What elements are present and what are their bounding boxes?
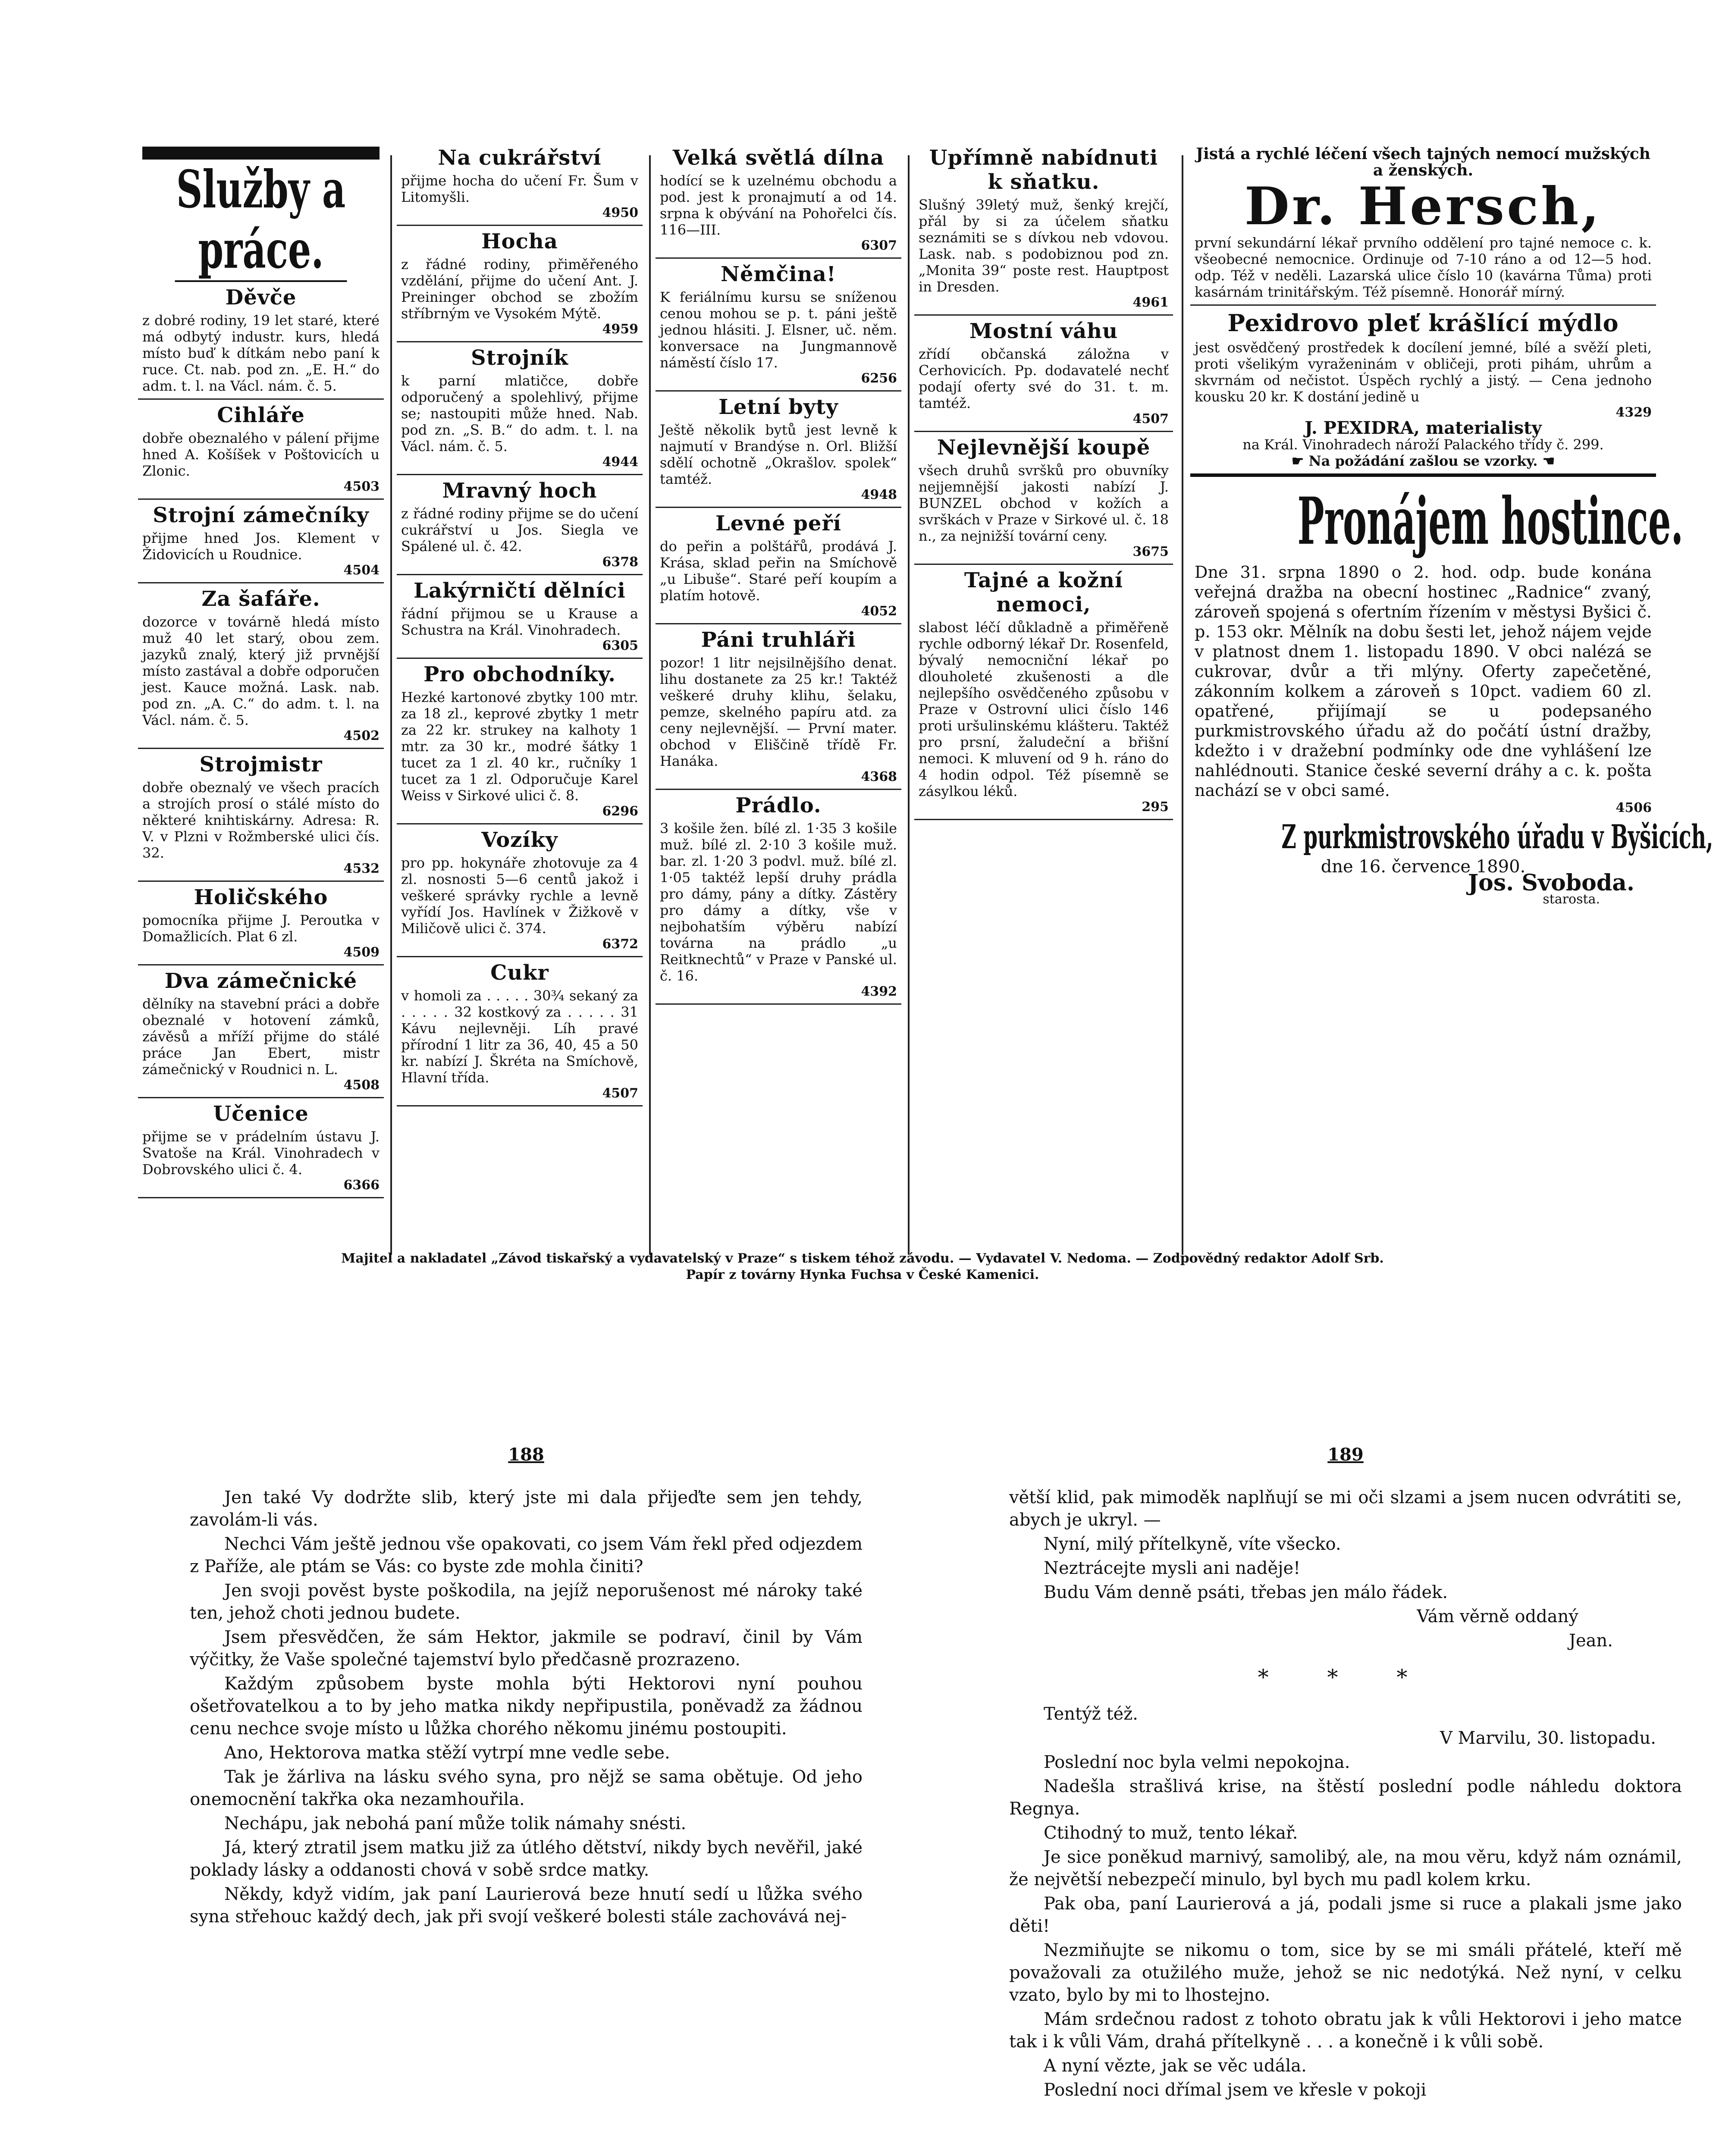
ad-title: Mostní váhu: [969, 319, 1118, 343]
ad-title: Strojník: [471, 346, 568, 370]
paragraph: Nechci Vám ještě jednou vše opakovati, co jsem Vám řekl před odjezdem z Paříže, ale ptám se Vás: co byste zde mohla činiti?: [190, 1534, 863, 1576]
soap-address: na Král. Vinohradech nároží Palackého třídy č. 299.: [1242, 436, 1604, 453]
ad-text: z řádné rodiny přijme se do učení cukrářství u Jos. Siegla ve Spálené ul. č. 42.: [401, 505, 638, 555]
paragraph: Ano, Hektorova matka stěží vytrpí mne vedle sebe.: [224, 1743, 670, 1763]
page-text: [1009, 1751, 1682, 2101]
ad-number: 4959: [602, 322, 638, 337]
classified-ad: [397, 475, 643, 575]
page-number: 188: [508, 1445, 544, 1465]
ad-column-1: [138, 142, 384, 1255]
ad-text: do peřin a polštářů, prodává J. Krása, sklad peřin na Smíchově „u Libuše“. Staré peří koupím a platím hotově.: [660, 538, 897, 604]
ad-number: 4532: [343, 861, 380, 876]
ad-title: Za šafáře.: [201, 587, 320, 611]
ad-text: pomocníka přijme J. Peroutka v Domažlicích. Plat 6 zl.: [142, 912, 380, 945]
ad-title: Velká světlá dílna: [672, 146, 885, 170]
ad-text: K feriálnímu kursu se sníženou cenou mohou se p. t. páni ještě jednou hlásiti. J. Elsner, uč. něm. konversace na Jungmannově náměstí číslo 17.: [660, 289, 897, 371]
paragraph: Pak oba, paní Laurierová a já, podali jsme si ruce a plakali jsme jako děti!: [1009, 1894, 1682, 1936]
paragraph: Jen svoji pověst byste poškodila, na jejíž neporušenost mé nároky také ten, jehož choti jednou budete.: [190, 1581, 863, 1623]
column-divider: [649, 155, 651, 1255]
paragraph: Nadešla strašlivá krise, na štěstí poslední podle náhledu doktora Regnya.: [1009, 1777, 1682, 1819]
ad-text: dělníky na stavební práci a dobře obeznalé v hotovení zámků, závěsů a mříží přijme do stálé práce Jan Ebert, mistr zámečnický v Roudnici n. L.: [142, 996, 380, 1078]
ad-title: Upřímně nabídnuti k sňatku.: [929, 146, 1158, 194]
ad-text: z řádné rodiny, přiměřeného vzdělání, přijme do učení Ant. J. Preininger obchod se zbožím stříbrným ve Vysokém Mýtě.: [401, 256, 638, 322]
soap-seller: J. PEXIDRA, materialisty: [1305, 418, 1542, 438]
ad-text: Hezké kartonové zbytky 100 mtr. za 18 zl., keprové zbytky 1 metr za 22 kr. strukey na kalhoty 1 mtr. za 30 kr., modré šátky 1 tucet za 1 zl. 40 kr., ručníky 1 tucet za 1 zl. Odporučuje Karel Weiss v Sirkové ulici č. 8.: [401, 689, 638, 804]
rent-title: Pronájem hostince.: [1297, 483, 1684, 559]
ad-title: Strojmistr: [199, 752, 323, 777]
ad-number: 4329: [1615, 405, 1652, 420]
column-divider: [908, 155, 910, 1255]
classified-ad: [138, 500, 384, 583]
section-title: Služby a práce.: [175, 160, 347, 282]
ad-title: Tajné a kožní nemoci,: [964, 568, 1123, 617]
ad-text: pozor! 1 litr nejsilnějšího denat. lihu dostanete za 25 kr.! Taktéž veškeré druhy klihu, šelaku, pemze, skelného papíru atd. za ceny nejlevnější. — První mater. obchod v Eliščině třídě Fr. Hanáka.: [660, 655, 897, 769]
paragraph: Poslední noci dřímal jsem ve křesle v pokoji: [1044, 2080, 1427, 2100]
classified-ad: [914, 316, 1173, 432]
ad-title: Němčina!: [721, 262, 836, 286]
ad-column-5: [1190, 142, 1713, 1255]
ad-title: Mravný hoch: [442, 479, 597, 503]
paragraph: Někdy, když vidím, jak paní Laurierová beze hnutí sedí u lůžka svého syna střehouc každý dech, jak při svojí veškeré bolesti stále zachovává nej-: [190, 1884, 863, 1927]
classified-ad: [138, 282, 384, 400]
paragraph: A nyní vězte, jak se věc udála.: [1044, 2056, 1307, 2076]
inn-rental-ad: [1190, 477, 1713, 912]
newspaper-ad-section: [138, 142, 1713, 1281]
classified-ad: [138, 1098, 384, 1198]
ad-text: v homoli za . . . . . 30¾ sekaný za . . . . . 32 kostkový za . . . . . 31 Kávu nejlevněji. Líh pravé přírodní 1 litr za 36, 40, 45 a 50 kr. nabízí J. Škréta na Smíchově, Hlavní třída.: [401, 987, 638, 1086]
hersch-name: Dr. Hersch,: [1244, 176, 1602, 237]
classified-ad: [397, 226, 643, 342]
classified-ad: [397, 957, 643, 1106]
ad-number: 295: [1142, 799, 1169, 815]
ad-title: Hocha: [481, 229, 558, 254]
ad-text: zřídí občanská záložna v Cerhovicích. Pp. dodavatelé nechť podají oferty své do 31. t. m. tamtéž.: [919, 346, 1169, 411]
ad-text: přijme se v prádelním ústavu J. Svatoše na Král. Vinohradech v Dobrovského ulici č. 4.: [142, 1128, 380, 1178]
ad-text: Slušný 39letý muž, šenký krejčí, přál by si za účelem sňatku seznámiti se s dívkou neb vdovou. Lask. nab. s podobiznou pod zn. „Monita 39“ poste rest. Hauptpost in Dresden.: [919, 197, 1169, 295]
ad-text: dozorce v továrně hledá místo muž 40 let starý, obou zem. jazyků znalý, který již prvnější místo zastával a dobře odporučen jest. Kauce možná. Lask. nab. pod zn. „A. C.“ do adm. t. l. na Václ. nám. č. 5.: [142, 614, 380, 728]
classified-ad: [914, 565, 1173, 820]
hersch-text: první sekundární lékař prvního oddělení pro tajné nemoce c. k. všeobecné nemocnice. Ordinuje od 7-10 ráno a od 12—5 hod. odp. Též v neděli. Lazarská ulice číslo 10 (kavárna Tůma) proti kasárnám trinitářským. Též písemně. Honorář mírný.: [1195, 235, 1652, 300]
dr-hersch-ad: [1190, 142, 1656, 306]
classified-ad: [138, 882, 384, 965]
newspaper-imprint: [173, 1250, 1553, 1283]
classified-ad: [397, 342, 643, 475]
ad-title: Na cukrářství: [438, 146, 602, 170]
signature-role: starosta.: [1543, 892, 1600, 907]
ad-number: 6256: [861, 371, 897, 386]
classified-ad: [656, 392, 901, 508]
letter-lines: [1009, 1533, 1682, 1604]
paragraph: Mám srdečnou radost z tohoto obratu jak k vůli Hektorovi i jeho matce tak i k vůli Vám, drahá přítelkyně . . . a konečně i k vůli sobě.: [1009, 2009, 1682, 2052]
ad-text: Ještě několik bytů jest levně k najmutí v Brandýse n. Orl. Bližší sdělí ochotně „Okrašlov. spolek“ tamtéž.: [660, 422, 897, 487]
paragraph: Je sice poněkud marnivý, samolibý, ale, na mou věru, když nám oznámil, že největší nebezpečí minulo, byl bych mu padl kolem krku.: [1009, 1847, 1682, 1890]
letter-closing: Vám věrně oddaný: [1417, 1607, 1578, 1626]
classified-ad: [138, 749, 384, 882]
soap-title: Pexidrovo pleť krášlící mýdlo: [1227, 309, 1619, 337]
ad-title: Holičského: [194, 885, 328, 909]
ad-column-2: [397, 142, 643, 1255]
ad-number: 4502: [343, 728, 380, 743]
column-header-bar: [142, 147, 380, 160]
ad-text: řádní přijmou se u Krause a Schustra na Král. Vinohradech.: [401, 605, 638, 638]
paragraph: Neztrácejte mysli ani naděje!: [1044, 1558, 1301, 1578]
classified-ad: [138, 965, 384, 1098]
ad-list: [914, 142, 1173, 820]
classified-ad: [138, 400, 384, 500]
ad-column-4: [914, 142, 1173, 1255]
imprint-line-2: Papír z továrny Hynka Fuchsa v České Kamenici.: [686, 1267, 1039, 1282]
ad-title: Vozíky: [481, 828, 558, 852]
office-date: dne 16. července 1890.: [1321, 857, 1526, 877]
ad-number: 4507: [602, 1086, 638, 1101]
ad-list: [656, 142, 901, 1005]
paragraph: Já, který ztratil jsem matku již za útlého dětství, nikdy bych nevěřil, jaké poklady lásky a oddanosti chová v sobě srdce matky.: [190, 1838, 863, 1880]
letter-heading: Tentýž též.: [1044, 1704, 1139, 1724]
ad-number: 4504: [343, 563, 380, 578]
ad-number: 4950: [602, 205, 638, 220]
section-separator: * * *: [1258, 1665, 1434, 1690]
ad-number: 4508: [343, 1078, 380, 1093]
book-page-left: [190, 1445, 863, 1930]
ad-number: 3675: [1132, 544, 1169, 559]
ad-number: 4392: [861, 984, 897, 999]
ad-text: z dobré rodiny, 19 let staré, které má odbytý industr. kurs, hledá místo buď k dítkám nebo paní k ruce. Ct. nab. pod zn. „E. H.“ do adm. t. l. na Václ. nám. č. 5.: [142, 312, 380, 394]
ad-text: k parní mlatičce, dobře odporučený a spolehlivý, přijme se; nastoupiti může hned. Nab. pod zn. „S. B.“ do adm. t. l. na Václ. nám. č. 5.: [401, 373, 638, 454]
ad-text: slabost léčí důkladně a přiměřeně rychle odborný lékař Dr. Rosenfeld, bývalý nemocniční lékař po dlouholeté zkušenosti a dle nejlepšího osvědčeného způsobu v Praze v Ostrovní ulici číslo 146 proti uršulinskému klášteru. Taktéž pro prsní, žaludeční a břišní nemoci. K mluvení od 9 h. ráno do 4 hodin odpol. Též písemně se zásylkou léků.: [919, 619, 1169, 799]
ad-column-3: [656, 142, 901, 1255]
ad-title: Páni truhláři: [701, 628, 856, 652]
ad-number: 6372: [602, 937, 638, 952]
ad-title: Lakýrničtí dělníci: [414, 579, 626, 603]
pointing-hand-icon: ☛: [1291, 453, 1309, 469]
column-divider: [1182, 155, 1183, 1255]
paragraph: Jen také Vy dodržte slib, který jste mi dala přijeďte sem jen tehdy, zavolám-li vás.: [190, 1488, 863, 1530]
classified-ad: [138, 583, 384, 749]
ad-number: 4948: [861, 487, 897, 502]
ad-title: Cukr: [490, 961, 549, 985]
ad-number: 4509: [343, 945, 380, 960]
ad-text: dobře obeznalého v pálení přijme hned A. Košíšek v Poštovicích u Zlonic.: [142, 430, 380, 479]
page-text: [190, 1486, 863, 1928]
pexidra-soap-ad: [1190, 306, 1656, 477]
ad-number: 4507: [1132, 411, 1169, 426]
ad-title: Cihláře: [217, 403, 305, 427]
letter-signature: Jean.: [1568, 1631, 1613, 1651]
classified-ad: [656, 624, 901, 790]
classified-ad: [656, 790, 901, 1005]
ad-number: 4368: [861, 769, 897, 784]
paragraph: Každým způsobem byste mohla býti Hektorovi nyní pouhou ošetřovatelkou a to by jeho matka nikdy nepřipustila, poněvadž za žádnou cenu nechce svoje místo u lůžka chorého někomu jinému postoupiti.: [190, 1674, 863, 1739]
classified-ad: [656, 259, 901, 392]
ad-number: 6307: [861, 238, 897, 253]
paragraph: Nechápu, jak nebohá paní může tolik námahy snésti.: [224, 1814, 687, 1833]
ad-title: Nejlevnější koupě: [937, 436, 1151, 460]
ad-text: všech druhů svršků pro obuvníky nejjemnější jakosti nabízí J. BUNZEL obchod v kožích a svrškách v Praze v Sirkové ul. č. 18 n., za nejnižší tovární ceny.: [919, 462, 1169, 544]
ad-text: 3 košile žen. bílé zl. 1·35 3 košile muž. bílé zl. 2·10 3 košile muž. bar. zl. 1·20 3 podvl. muž. bílé zl. 1·05 taktéž lepší druhy prádla pro dámy, pány a dítky. Zástěry pro dámy a dítky, vše v nejbohatším výběru nabízí továrna na prádlo „u Reitknechtů“ v Praze v Panské ul. č. 16.: [660, 820, 897, 984]
ad-number: 4506: [1615, 800, 1652, 815]
ad-title: Levné peří: [715, 511, 841, 536]
ad-text: pro pp. hokynáře zhotovuje za 4 zl. nosnosti 5—6 centů jakož i veškeré správky rychle a levně vyřídí Jos. Havlínek v Žižkově v Miličově ulici č. 374.: [401, 855, 638, 937]
ad-text: přijme hocha do učení Fr. Šum v Litomyšli.: [401, 172, 638, 205]
classified-ad: [397, 824, 643, 957]
classified-ad: [397, 659, 643, 824]
ad-number: 6305: [602, 638, 638, 653]
ad-number: 6296: [602, 804, 638, 819]
ad-number: 6378: [602, 555, 638, 570]
ad-title: Učenice: [213, 1102, 309, 1126]
book-page-right: [1009, 1445, 1682, 2103]
ad-title: Letní byty: [718, 395, 838, 419]
paragraph: větší klid, pak mimoděk naplňují se mi oči slzami a jsem nucen odvrátiti se, abych je ukryl. —: [1009, 1488, 1682, 1530]
ad-title: Pro obchodníky.: [423, 662, 616, 686]
classified-ad: [397, 142, 643, 226]
ad-title: Prádlo.: [735, 793, 822, 818]
ad-text: přijme hned Jos. Klement v Židovicích u Roudnice.: [142, 530, 380, 563]
rent-text: Dne 31. srpna 1890 o 2. hod. odp. bude konána veřejná dražba na obecní hostinec „Radnice“ zvaný, zároveň spojená s ofertním řízením v městysi Byšici č. p. 153 okr. Mělník na dobu šesti let, jehož nájem vejde v platnost dnem 1. listopadu 1890. V obci nalézá se cukrovar, dvůr a tři mlýny. Oferty zapečetěné, zákonním kolkem a zároveň s 10pct. vadiem 60 zl. opatřené, přijímají se u podepsaného purkmistrovského úřadu až do počátí ústní dražby, kdežto i v dražební podmínky ode dne vyhlášení lze nahlédnouti. Stanice české severní dráhy a c. k. pošta nachází se v obci samé.: [1195, 563, 1652, 800]
soap-text: jest osvědčený prostředek k docílení jemné, bílé a svěží pleti, proti všelikým vyraženinám v obličeji, proti pihám, uhrům a skvrnám od nečistot. Úspěch rychlý a jistý. — Cena jednoho kousku 20 kr. K dostání jedině u: [1195, 339, 1652, 405]
pointing-hand-icon: ☚: [1537, 453, 1555, 469]
ad-number: 4503: [343, 479, 380, 494]
page-number: 189: [1327, 1445, 1364, 1465]
paragraph: Nyní, milý přítelkyně, víte všecko.: [1044, 1534, 1341, 1554]
ad-text: dobře obeznalý ve všech pracích a strojích prosí o stálé místo do některé knihtiskárny. Adresa: R. V. v Plzni v Rožmberské ulici čís. 32.: [142, 779, 380, 861]
paragraph: Budu Vám denně psáti, třebas jen málo řádek.: [1044, 1583, 1448, 1602]
ad-number: 4052: [861, 604, 897, 619]
imprint-line-1: Majitel a nakladatel „Závod tiskařský a vydavatelský v Praze“ s tiskem téhož závodu. — Vydavatel V. Nedoma. — Zodpovědný redaktor Adolf Srb.: [341, 1251, 1384, 1266]
ad-list: [138, 282, 384, 1198]
paragraph: Jsem přesvědčen, že sám Hektor, jakmile se podraví, činil by Vám výčitky, že Vaše společné tajemství bylo předčasně prozrazeno.: [190, 1627, 863, 1670]
paragraph: Ctihodný to muž, tento lékař.: [1044, 1823, 1298, 1843]
paragraph: Tak je žárliva na lásku svého syna, pro nějž se sama obětuje. Od jeho onemocnění takřka oka nezamhouřila.: [190, 1767, 863, 1809]
soap-note: ☛ Na požádání zašlou se vzorky. ☚: [1291, 453, 1555, 469]
ad-title: Strojní zámečníky: [153, 503, 369, 527]
column-divider: [390, 155, 392, 1255]
ad-title: Dva zámečnické: [164, 969, 358, 993]
classified-ad: [914, 432, 1173, 565]
classified-ad: [656, 508, 901, 624]
signature: Jos. Svoboda.: [1468, 870, 1634, 896]
classified-ad: [914, 142, 1173, 316]
ad-number: 6366: [343, 1178, 380, 1193]
classified-ad: [397, 575, 643, 659]
ad-number: 4944: [602, 454, 638, 470]
ad-list: [397, 142, 643, 1106]
ad-title: Děvče: [225, 285, 297, 310]
classified-ad: [656, 142, 901, 259]
ad-number: 4961: [1132, 295, 1169, 310]
office-name: Z purkmistrovského úřadu v Byšicích,: [1281, 818, 1713, 856]
ad-text: hodící se k uzelnému obchodu a pod. jest k pronajmutí a od 14. srpna k obývání na Pohořelci čís. 116—III.: [660, 172, 897, 238]
paragraph: Poslední noc byla velmi nepokojna.: [1044, 1752, 1350, 1772]
paragraph: Nezmiňujte se nikomu o tom, sice by se mi smáli přátelé, kteří mě považovali za otužilého muže, jehož se nic nedotýká. Než nyní, v celku vzato, bylo by mi to lhostejno.: [1009, 1940, 1682, 2005]
hersch-headline: Jistá a rychlé léčení všech tajných nemocí mužských a ženských.: [1196, 145, 1650, 179]
letter-date: V Marvilu, 30. listopadu.: [1440, 1728, 1656, 1748]
